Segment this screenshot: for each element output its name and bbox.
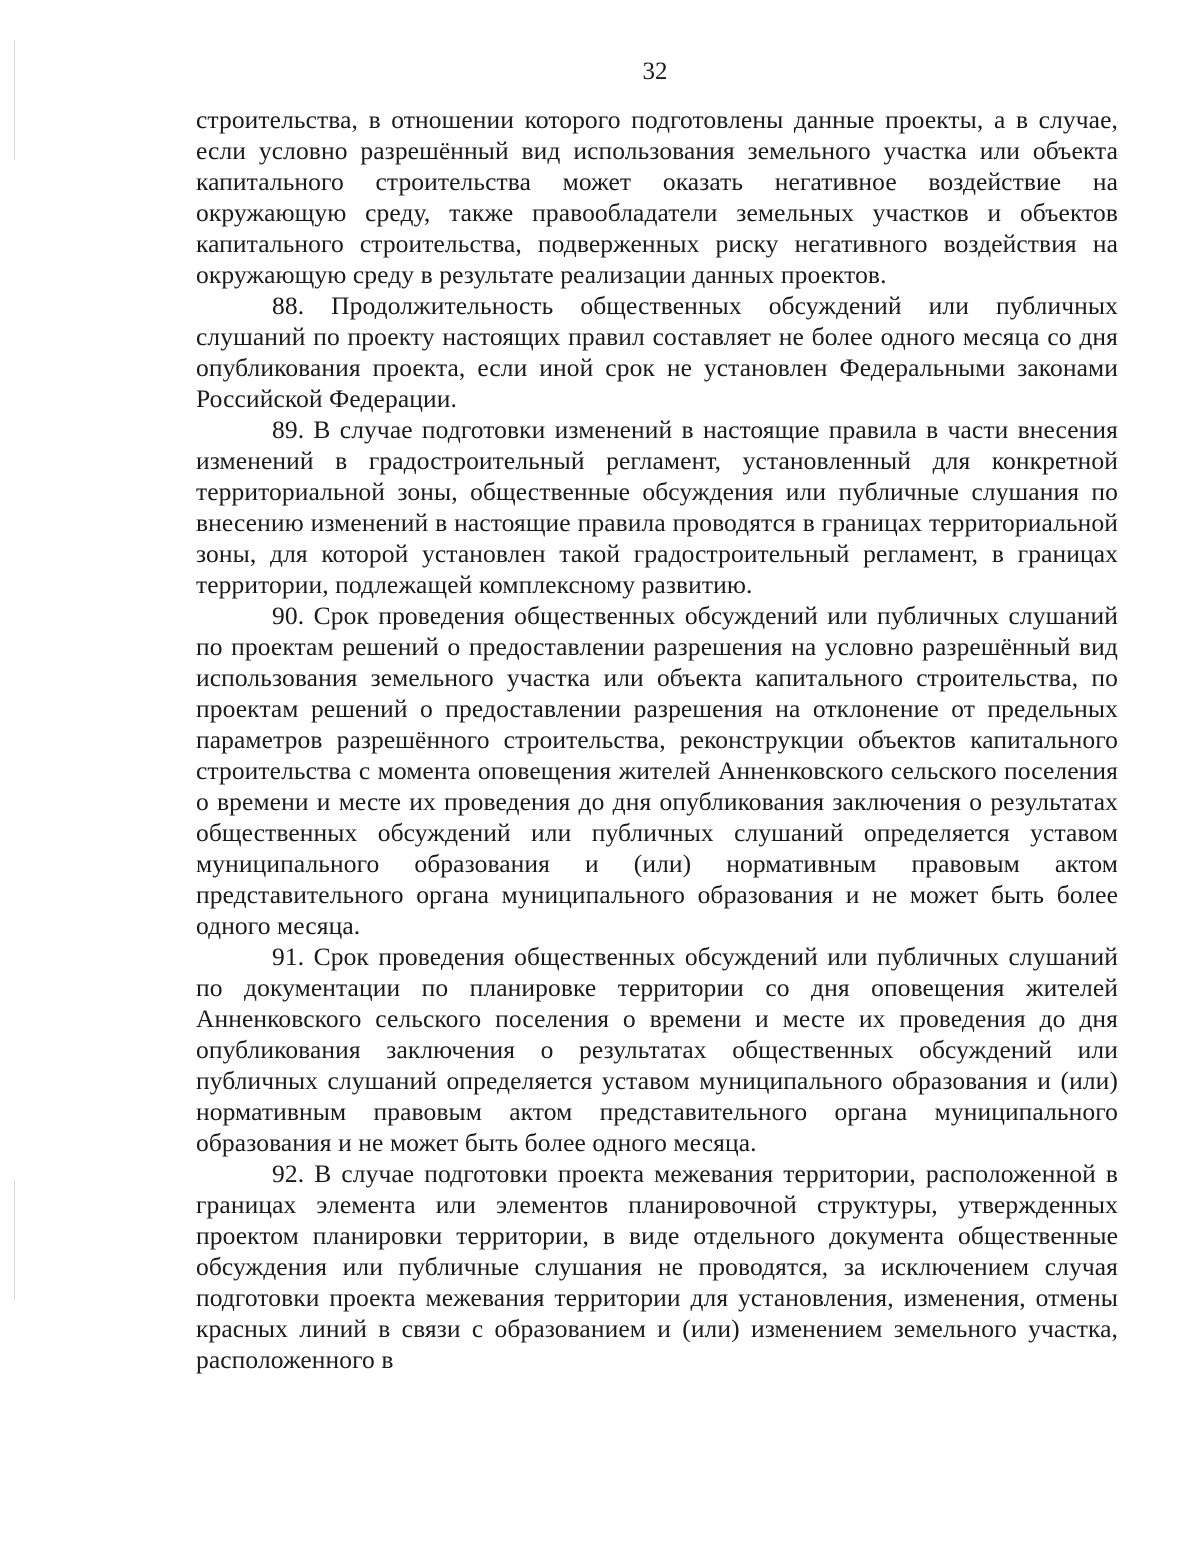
paragraph-89: 89. В случае подготовки изменений в настоящие правила в части внесения изменений в градостроительный регламент, установленный для конкретной территориальной зоны, общественные обсуждения или публичные слушания по внесению изменений в настоящие правила проводятся в границах территориальной зоны, для которой установлен такой градостроительный регламент, в границах территории, подлежащей комплексному развитию.: [196, 415, 1118, 599]
page-number: 32: [642, 58, 668, 85]
paragraph-92: 92. В случае подготовки проекта межевания территории, расположенной в границах элемента или элементов планировочной структуры, утвержденных проектом планировки территории, в виде отдельного документа общественные обсуждения или публичные слушания не проводятся, за исключением случая подготовки проекта межевания территории для установления, изменения, отмены красных линий в связи с образованием и (или) изменением земельного участка, расположенного в: [196, 1159, 1118, 1374]
document-body: [196, 104, 1118, 1375]
paragraph-88: 88. Продолжительность общественных обсуждений или публичных слушаний по проекту настоящих правил составляет не более одного месяца со дня опубликования проекта, если иной срок не установлен Федеральными законами Российской Федерации.: [196, 291, 1118, 413]
scan-edge-mark: [14, 1180, 15, 1300]
paragraph-90: 90. Срок проведения общественных обсуждений или публичных слушаний по проектам решений о предоставлении разрешения на условно разрешённый вид использования земельного участка или объекта капитального строительства, по проектам решений о предоставлении разрешения на отклонение от предельных параметров разрешённого строительства, реконструкции объектов капитального строительства с момента оповещения жителей Анненковского сельского поселения о времени и месте их проведения до дня опубликования заключения о результатах общественных обсуждений или публичных слушаний определяется уставом муниципального образования и (или) нормативным правовым актом представительного органа муниципального образования и не может быть более одного месяца.: [196, 601, 1118, 940]
paragraph-91: 91. Срок проведения общественных обсуждений или публичных слушаний по документации по планировке территории со дня оповещения жителей Анненковского сельского поселения о времени и месте их проведения до дня опубликования заключения о результатах общественных обсуждений или публичных слушаний определяется уставом муниципального образования и (или) нормативным правовым актом представительного органа муниципального образования и не может быть более одного месяца.: [196, 942, 1118, 1157]
paragraph-continuation: строительства, в отношении которого подготовлены данные проекты, а в случае, если условно разрешённый вид использования земельного участка или объекта капитального строительства может оказать негативное воздействие на окружающую среду, также правообладатели земельных участков и объектов капитального строительства, подверженных риску негативного воздействия на окружающую среду в результате реализации данных проектов.: [196, 105, 1118, 289]
